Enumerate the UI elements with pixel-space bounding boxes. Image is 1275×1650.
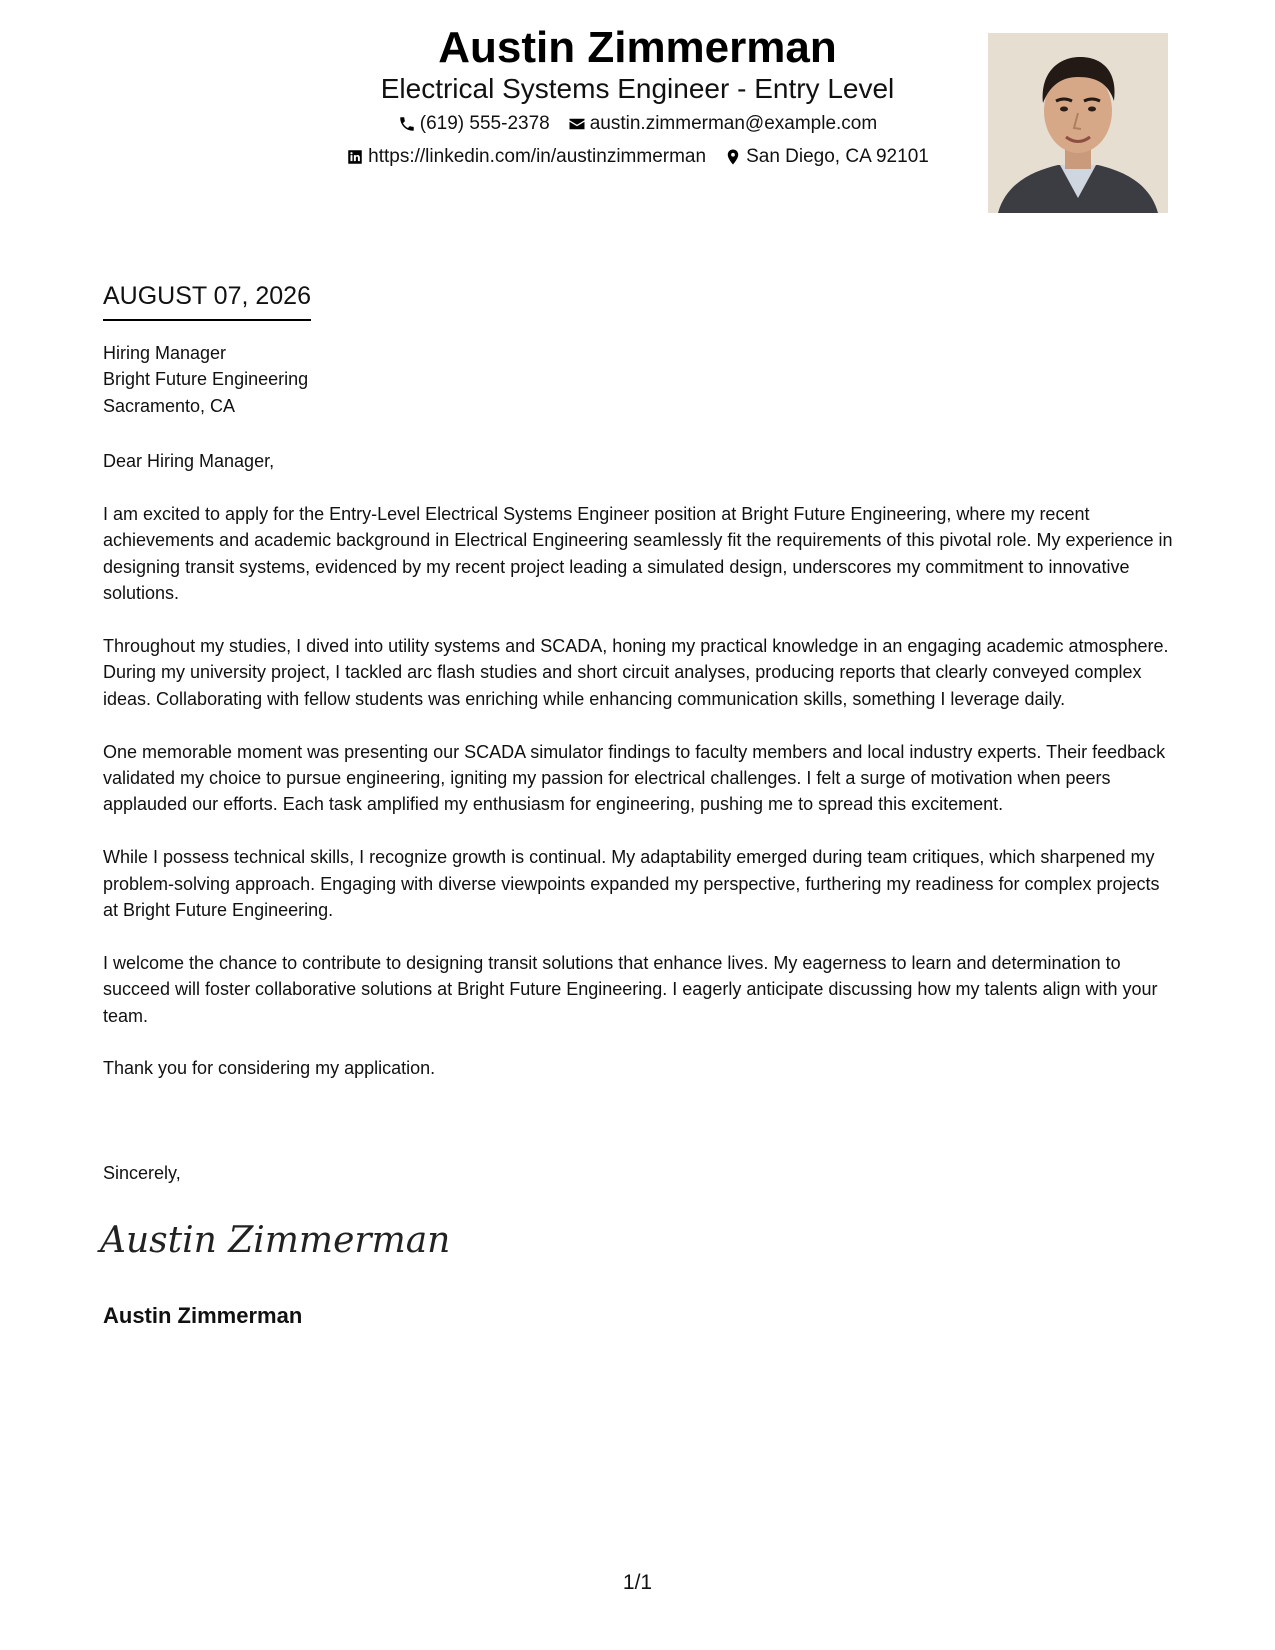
body-paragraph: I am excited to apply for the Entry-Level Electrical Systems Engineer position at Bright Future Engineering, where my recent achievements and academic background in Electrical Engineering seamlessly fit the requirements of this pivotal role. My experience in designing transit systems, evidenced by my recent project leading a simulated design, underscores my commitment to innovative solutions. xyxy=(103,504,1173,604)
letter-body xyxy=(103,501,1178,1108)
envelope-icon xyxy=(568,115,586,133)
contact-email[interactable] xyxy=(568,112,878,136)
recipient-block xyxy=(103,340,308,419)
job-title: Electrical Systems Engineer - Entry Level xyxy=(380,73,895,104)
recipient-line: Bright Future Engineering xyxy=(103,369,309,390)
profile-photo xyxy=(988,33,1168,213)
map-pin-icon xyxy=(724,148,742,166)
body-paragraph: One memorable moment was presenting our SCADA simulator findings to faculty members and local industry experts. Their feedback validated my choice to pursue engineering, igniting my passion for electrical challenges. I felt a surge of motivation when peers applauded our efforts. Each task amplified my enthusiasm for engineering, pushing me to spread this excitement. xyxy=(103,741,1166,815)
letter-date: AUGUST 07, 2026 xyxy=(103,281,311,321)
applicant-name: Austin Zimmerman xyxy=(438,23,837,72)
linkedin-icon xyxy=(346,148,364,166)
signer-name: Austin Zimmerman xyxy=(103,1303,303,1328)
recipient-line: Hiring Manager xyxy=(103,343,227,363)
body-paragraph: While I possess technical skills, I recognize growth is continual. My adaptability emerged during team critiques, which sharpened my problem-solving approach. Engaging with diverse viewpoints expanded my perspective, furthering my readiness for complex projects at Bright Future Engineering. xyxy=(103,847,1160,921)
handwritten-signature: Austin Zimmerman xyxy=(100,1220,451,1261)
body-paragraph: I welcome the chance to contribute to designing transit solutions that enhance lives. My eagerness to learn and determination to succeed will foster collaborative solutions at Bright Future Engineering. I eagerly anticipate discussing how my talents align with your team. xyxy=(103,952,1158,1026)
location-text: San Diego, CA 92101 xyxy=(746,146,929,167)
body-paragraph: Thank you for considering my application. xyxy=(103,1058,436,1079)
phone-icon xyxy=(398,115,416,133)
recipient-line: Sacramento, CA xyxy=(103,395,236,416)
linkedin-text: https://linkedin.com/in/austinzimmerman xyxy=(368,146,707,167)
body-paragraph: Throughout my studies, I dived into utility systems and SCADA, honing my practical knowledge in an engaging academic atmosphere. During my university project, I tackled arc flash studies and short circuit analyses, producing reports that clearly conveyed complex ideas. Collaborating with fellow students was enriching while enhancing communication skills, something I leverage daily. xyxy=(103,636,1169,709)
salutation: Dear Hiring Manager, xyxy=(103,451,275,471)
page-number: 1/1 xyxy=(622,1571,653,1594)
contact-location xyxy=(724,145,929,169)
email-text: austin.zimmerman@example.com xyxy=(589,113,878,134)
contact-phone[interactable] xyxy=(398,112,550,136)
closing: Sincerely, xyxy=(103,1163,181,1183)
contact-linkedin[interactable] xyxy=(346,145,706,169)
phone-text: (619) 555-2378 xyxy=(419,113,550,134)
